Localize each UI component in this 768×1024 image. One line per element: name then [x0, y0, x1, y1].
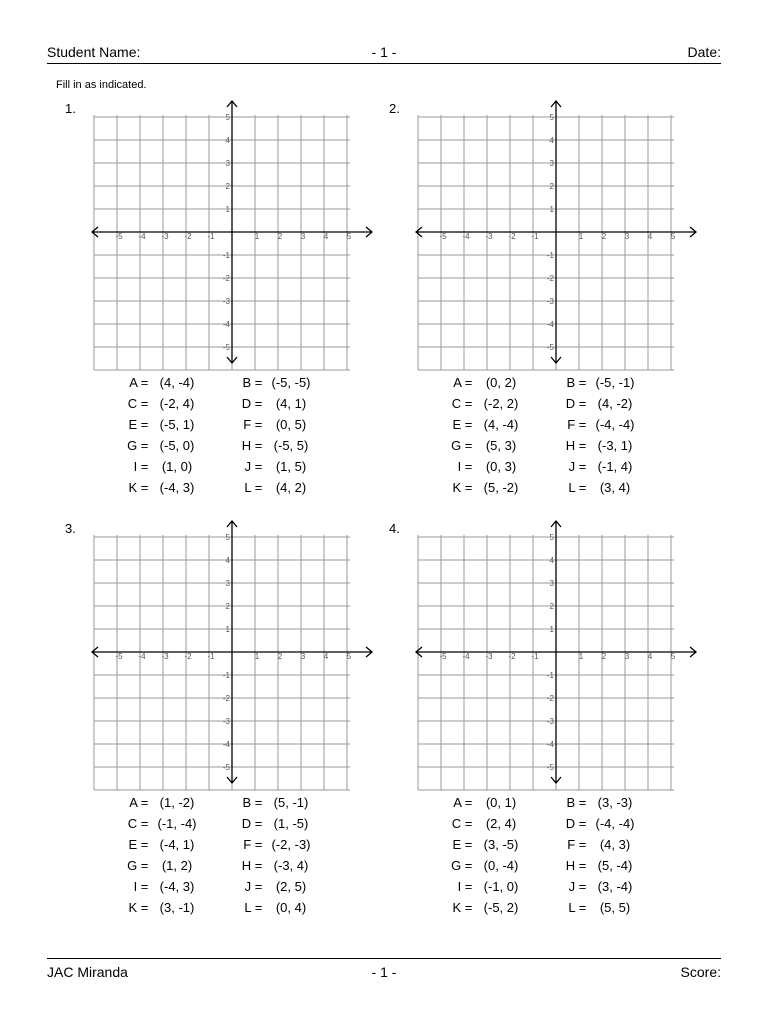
point-coordinates: (5, -2): [483, 480, 519, 495]
point-coordinates: (-5, 5): [273, 438, 309, 453]
point-coordinates: (-4, 3): [159, 480, 195, 495]
y-tick-label: 2: [549, 602, 554, 611]
point-label: K =: [128, 480, 152, 495]
point-coordinates: (4, 2): [275, 480, 307, 495]
point-entry: [112, 417, 202, 433]
x-tick-label: -1: [207, 652, 215, 661]
point-coordinates: (-3, 1): [597, 438, 633, 453]
y-tick-label: -1: [546, 251, 554, 260]
problem-number: 4.: [389, 521, 400, 536]
point-label: L =: [568, 900, 590, 915]
x-tick-label: -5: [439, 232, 447, 241]
point-label: G =: [127, 858, 152, 873]
x-tick-label: 3: [624, 232, 630, 241]
x-tick-label: 4: [647, 232, 653, 241]
footer-page-number: - 1 -: [371, 964, 397, 980]
y-tick-label: -1: [222, 251, 230, 260]
score-label: Score:: [680, 964, 721, 980]
point-entry: [550, 879, 640, 895]
point-coordinates: (-4, -4): [595, 417, 635, 432]
point-coordinates: (3, -4): [597, 879, 633, 894]
point-label: I =: [133, 879, 152, 894]
y-tick-label: 4: [225, 556, 230, 565]
point-entry: [550, 396, 640, 412]
x-tick-label: 3: [624, 652, 630, 661]
y-tick-label: -5: [222, 343, 230, 352]
y-tick-label: -2: [222, 694, 230, 703]
point-label: H =: [241, 438, 266, 453]
x-tick-label: 2: [277, 232, 283, 241]
point-label: J =: [568, 459, 590, 474]
problem-number: 2.: [389, 101, 400, 116]
point-coordinates: (-2, 2): [483, 396, 519, 411]
point-entry: [436, 816, 526, 832]
point-coordinates: (4, 1): [275, 396, 307, 411]
coordinate-grid: [406, 512, 706, 792]
y-tick-label: 5: [549, 533, 554, 542]
point-entry: [550, 375, 640, 391]
point-entry: [436, 879, 526, 895]
point-label: B =: [566, 375, 590, 390]
point-coordinates: (4, -2): [597, 396, 633, 411]
point-label: K =: [452, 900, 476, 915]
x-tick-label: -3: [485, 232, 493, 241]
point-entry: [436, 900, 526, 916]
point-label: L =: [244, 900, 266, 915]
point-coordinates: (-1, 4): [597, 459, 633, 474]
y-tick-label: 2: [225, 602, 230, 611]
point-coordinates: (-5, 1): [159, 417, 195, 432]
y-tick-label: 4: [549, 556, 554, 565]
point-entry: [436, 858, 526, 874]
point-label: D =: [565, 816, 590, 831]
x-tick-label: 1: [254, 232, 260, 241]
point-label: L =: [568, 480, 590, 495]
y-tick-label: -3: [222, 297, 230, 306]
y-tick-label: 1: [225, 625, 230, 634]
point-label: E =: [128, 417, 152, 432]
point-entry: [550, 480, 640, 496]
y-tick-label: 2: [549, 182, 554, 191]
y-tick-label: 1: [225, 205, 230, 214]
point-label: L =: [244, 480, 266, 495]
point-coordinates: (-2, -3): [271, 837, 311, 852]
y-tick-label: 3: [225, 159, 230, 168]
x-tick-label: -4: [138, 652, 146, 661]
x-tick-label: -1: [207, 232, 215, 241]
point-entry: [436, 396, 526, 412]
header-page-number: - 1 -: [371, 44, 397, 60]
y-tick-label: -4: [222, 320, 230, 329]
point-coordinates: (-5, -5): [271, 375, 311, 390]
x-tick-label: 3: [300, 232, 306, 241]
point-coordinates: (4, -4): [159, 375, 195, 390]
point-entry: [112, 879, 202, 895]
point-label: G =: [451, 858, 476, 873]
point-entry: [226, 417, 316, 433]
x-tick-label: 5: [670, 652, 676, 661]
point-entry: [226, 438, 316, 454]
point-coordinates: (1, 2): [161, 858, 193, 873]
x-tick-label: -3: [485, 652, 493, 661]
point-label: D =: [241, 816, 266, 831]
point-coordinates: (-5, 0): [159, 438, 195, 453]
student-name-label: Student Name:: [47, 44, 141, 60]
point-coordinates: (2, 4): [485, 816, 517, 831]
y-tick-label: -5: [546, 763, 554, 772]
point-label: G =: [451, 438, 476, 453]
point-coordinates: (3, 4): [599, 480, 631, 495]
page-footer: [47, 958, 721, 983]
point-label: K =: [452, 480, 476, 495]
point-label: J =: [244, 879, 266, 894]
y-tick-label: 2: [225, 182, 230, 191]
point-entry: [436, 375, 526, 391]
point-entry: [226, 459, 316, 475]
x-tick-label: 5: [346, 652, 352, 661]
point-label: F =: [567, 837, 590, 852]
y-tick-label: 4: [225, 136, 230, 145]
x-tick-label: -2: [508, 232, 516, 241]
y-tick-label: 3: [549, 579, 554, 588]
x-tick-label: 4: [323, 652, 329, 661]
x-tick-label: 5: [346, 232, 352, 241]
point-entry: [550, 417, 640, 433]
y-tick-label: 5: [549, 113, 554, 122]
point-coordinates: (4, 3): [599, 837, 631, 852]
point-entry: [112, 858, 202, 874]
x-tick-label: -3: [161, 652, 169, 661]
point-entry: [112, 900, 202, 916]
point-coordinates: (1, -5): [273, 816, 309, 831]
y-tick-label: 5: [225, 113, 230, 122]
point-entry: [112, 375, 202, 391]
point-entry: [112, 396, 202, 412]
x-tick-label: 3: [300, 652, 306, 661]
point-coordinates: (0, -4): [483, 858, 519, 873]
y-tick-label: -1: [222, 671, 230, 680]
x-tick-label: -2: [184, 652, 192, 661]
point-label: C =: [127, 396, 152, 411]
y-tick-label: -2: [546, 274, 554, 283]
x-tick-label: -2: [508, 652, 516, 661]
point-label: A =: [453, 795, 476, 810]
point-label: C =: [451, 816, 476, 831]
point-entry: [226, 375, 316, 391]
point-entry: [226, 858, 316, 874]
y-tick-label: 4: [549, 136, 554, 145]
date-label: Date:: [687, 44, 721, 60]
point-entry: [550, 459, 640, 475]
point-coordinates: (1, -2): [159, 795, 195, 810]
point-coordinates: (-4, -4): [595, 816, 635, 831]
point-entry: [226, 837, 316, 853]
y-tick-label: -2: [546, 694, 554, 703]
point-label: J =: [244, 459, 266, 474]
point-label: E =: [452, 417, 476, 432]
point-label: G =: [127, 438, 152, 453]
point-entry: [112, 459, 202, 475]
y-tick-label: -4: [222, 740, 230, 749]
point-entry: [112, 438, 202, 454]
point-label: H =: [241, 858, 266, 873]
point-label: E =: [452, 837, 476, 852]
y-tick-label: -4: [546, 740, 554, 749]
y-tick-label: 3: [225, 579, 230, 588]
point-entry: [112, 795, 202, 811]
point-label: C =: [127, 816, 152, 831]
instructions: Fill in as indicated.: [56, 79, 147, 91]
x-tick-label: -4: [462, 232, 470, 241]
x-tick-label: 1: [578, 652, 584, 661]
x-tick-label: 1: [254, 652, 260, 661]
x-tick-label: -5: [115, 232, 123, 241]
y-tick-label: -5: [546, 343, 554, 352]
point-coordinates: (2, 5): [275, 879, 307, 894]
point-label: I =: [457, 459, 476, 474]
x-tick-label: 1: [578, 232, 584, 241]
point-entry: [112, 837, 202, 853]
point-entry: [436, 480, 526, 496]
point-label: A =: [129, 795, 152, 810]
x-tick-label: -5: [115, 652, 123, 661]
point-coordinates: (-1, -4): [157, 816, 197, 831]
x-tick-label: 4: [323, 232, 329, 241]
coordinate-grid: [82, 92, 382, 372]
point-label: J =: [568, 879, 590, 894]
point-entry: [550, 795, 640, 811]
x-tick-label: 5: [670, 232, 676, 241]
point-entry: [226, 816, 316, 832]
point-coordinates: (0, 5): [275, 417, 307, 432]
point-label: D =: [565, 396, 590, 411]
point-entry: [436, 417, 526, 433]
point-coordinates: (-5, -1): [595, 375, 635, 390]
point-label: H =: [565, 438, 590, 453]
point-coordinates: (5, -4): [597, 858, 633, 873]
point-entry: [436, 459, 526, 475]
point-entry: [112, 816, 202, 832]
point-entry: [436, 438, 526, 454]
y-tick-label: -1: [546, 671, 554, 680]
coordinate-grid: [406, 92, 706, 372]
point-coordinates: (-4, 3): [159, 879, 195, 894]
y-tick-label: -2: [222, 274, 230, 283]
point-coordinates: (4, -4): [483, 417, 519, 432]
y-tick-label: -3: [222, 717, 230, 726]
point-entry: [550, 900, 640, 916]
x-tick-label: 2: [277, 652, 283, 661]
point-entry: [226, 795, 316, 811]
y-tick-label: -4: [546, 320, 554, 329]
x-tick-label: -1: [531, 232, 539, 241]
point-label: B =: [566, 795, 590, 810]
point-entry: [226, 396, 316, 412]
coordinate-grid: [82, 512, 382, 792]
point-label: F =: [243, 417, 266, 432]
point-entry: [112, 480, 202, 496]
y-tick-label: -5: [222, 763, 230, 772]
point-label: I =: [457, 879, 476, 894]
point-coordinates: (3, -5): [483, 837, 519, 852]
point-coordinates: (3, -1): [159, 900, 195, 915]
y-tick-label: -3: [546, 717, 554, 726]
point-label: B =: [242, 795, 266, 810]
point-label: I =: [133, 459, 152, 474]
point-coordinates: (-1, 0): [483, 879, 519, 894]
point-label: F =: [243, 837, 266, 852]
x-tick-label: -4: [462, 652, 470, 661]
problem-number: 1.: [65, 101, 76, 116]
point-coordinates: (0, 1): [485, 795, 517, 810]
y-tick-label: 1: [549, 625, 554, 634]
point-coordinates: (0, 2): [485, 375, 517, 390]
point-entry: [436, 837, 526, 853]
point-entry: [226, 480, 316, 496]
point-entry: [550, 438, 640, 454]
point-coordinates: (0, 3): [485, 459, 517, 474]
point-coordinates: (5, 5): [599, 900, 631, 915]
point-coordinates: (1, 0): [161, 459, 193, 474]
x-tick-label: -5: [439, 652, 447, 661]
x-tick-label: -1: [531, 652, 539, 661]
point-entry: [226, 900, 316, 916]
page-header: [47, 43, 721, 64]
x-tick-label: -4: [138, 232, 146, 241]
point-entry: [550, 816, 640, 832]
point-coordinates: (-5, 2): [483, 900, 519, 915]
point-label: D =: [241, 396, 266, 411]
point-coordinates: (-2, 4): [159, 396, 195, 411]
x-tick-label: 2: [601, 232, 607, 241]
x-tick-label: -2: [184, 232, 192, 241]
problem-number: 3.: [65, 521, 76, 536]
point-entry: [550, 858, 640, 874]
point-coordinates: (1, 5): [275, 459, 307, 474]
point-entry: [226, 879, 316, 895]
y-tick-label: 5: [225, 533, 230, 542]
point-label: K =: [128, 900, 152, 915]
x-tick-label: 4: [647, 652, 653, 661]
point-label: H =: [565, 858, 590, 873]
y-tick-label: 3: [549, 159, 554, 168]
point-coordinates: (5, 3): [485, 438, 517, 453]
point-coordinates: (-3, 4): [273, 858, 309, 873]
point-label: A =: [453, 375, 476, 390]
author-name: JAC Miranda: [47, 964, 128, 980]
y-tick-label: 1: [549, 205, 554, 214]
point-coordinates: (0, 4): [275, 900, 307, 915]
point-label: E =: [128, 837, 152, 852]
y-tick-label: -3: [546, 297, 554, 306]
point-entry: [436, 795, 526, 811]
point-label: F =: [567, 417, 590, 432]
x-tick-label: -3: [161, 232, 169, 241]
point-coordinates: (5, -1): [273, 795, 309, 810]
point-label: B =: [242, 375, 266, 390]
point-label: C =: [451, 396, 476, 411]
point-label: A =: [129, 375, 152, 390]
point-entry: [550, 837, 640, 853]
x-tick-label: 2: [601, 652, 607, 661]
point-coordinates: (3, -3): [597, 795, 633, 810]
point-coordinates: (-4, 1): [159, 837, 195, 852]
